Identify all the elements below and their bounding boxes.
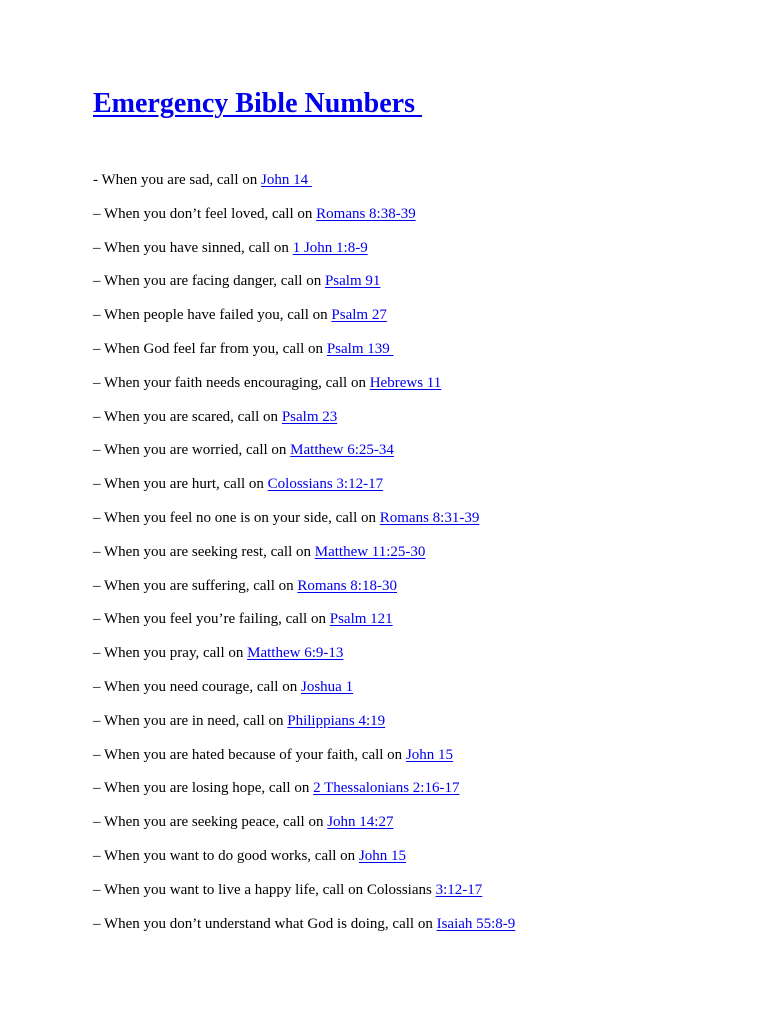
list-item-text: – When you feel no one is on your side, call on <box>93 509 380 526</box>
scripture-link[interactable]: Psalm 27 <box>331 307 387 324</box>
scripture-link[interactable]: Romans 8:31-39 <box>379 509 480 526</box>
list-item <box>93 543 515 577</box>
list-item <box>93 272 515 306</box>
verse-list <box>93 171 515 948</box>
scripture-link[interactable]: Romans 8:38-39 <box>316 205 416 222</box>
list-item <box>93 171 515 205</box>
list-item-text: – When you have sinned, call on <box>93 239 293 256</box>
list-item-text: – When God feel far from you, call on <box>93 340 327 357</box>
scripture-link[interactable]: Psalm 139 <box>326 340 394 357</box>
scripture-link[interactable]: 2 Thessalonians 2:16-17 <box>313 780 460 797</box>
list-item <box>93 408 515 442</box>
scripture-link[interactable]: Matthew 11:25-30 <box>314 543 426 560</box>
scripture-link[interactable]: Joshua 1 <box>300 678 354 695</box>
list-item <box>93 813 515 847</box>
list-item <box>93 779 515 813</box>
list-item-text: – When you need courage, call on <box>93 678 301 695</box>
scripture-link[interactable]: Matthew 6:9-13 <box>247 645 344 662</box>
scripture-link[interactable]: John 14:27 <box>327 814 394 831</box>
list-item-text: – When you are seeking peace, call on <box>93 814 328 831</box>
list-item-text: – When you pray, call on <box>93 645 248 662</box>
scripture-link[interactable]: 3:12-17 <box>435 881 483 898</box>
list-item <box>93 374 515 408</box>
list-item-text: - When you are sad, call on <box>93 172 261 188</box>
list-item-text: – When you are hurt, call on <box>93 476 268 493</box>
list-item-text: – When you want to live a happy life, call on Colossians <box>93 881 436 898</box>
list-item-text: – When you are seeking rest, call on <box>93 543 315 560</box>
scripture-link[interactable]: Romans 8:18-30 <box>297 577 397 594</box>
list-item <box>93 678 515 712</box>
list-item-text: – When you are suffering, call on <box>93 577 298 594</box>
list-item <box>93 847 515 881</box>
list-item-text: – When your faith needs encouraging, call on <box>93 374 370 391</box>
scripture-link[interactable]: Colossians 3:12-17 <box>267 476 384 493</box>
list-item <box>93 746 515 780</box>
scripture-link[interactable]: 1 John 1:8-9 <box>292 239 368 256</box>
list-item <box>93 441 515 475</box>
list-item-text: – When you are scared, call on <box>93 408 282 425</box>
list-item <box>93 509 515 543</box>
list-item <box>93 475 515 509</box>
list-item-text: – When people have failed you, call on <box>93 307 332 324</box>
list-item <box>93 340 515 374</box>
list-item-text: – When you are facing danger, call on <box>93 273 325 290</box>
list-item <box>93 881 515 915</box>
title-link[interactable]: Emergency Bible Numbers <box>93 88 422 119</box>
scripture-link[interactable]: John 15 <box>405 746 454 763</box>
list-item-text: – When you don’t understand what God is doing, call on <box>93 915 437 932</box>
list-item <box>93 712 515 746</box>
list-item-text: – When you want to do good works, call on <box>93 847 359 864</box>
scripture-link[interactable]: Psalm 23 <box>281 408 338 425</box>
scripture-link[interactable]: Hebrews 11 <box>369 374 442 391</box>
list-item-text: – When you are hated because of your faith, call on <box>93 746 406 763</box>
scripture-link[interactable]: Matthew 6:25-34 <box>290 442 394 459</box>
list-item-text: – When you are worried, call on <box>93 442 291 459</box>
list-item-text: – When you don’t feel loved, call on <box>93 205 317 222</box>
list-item <box>93 205 515 239</box>
list-item <box>93 915 515 949</box>
document-title <box>93 86 422 122</box>
scripture-link[interactable]: Psalm 121 <box>329 611 393 628</box>
list-item <box>93 239 515 273</box>
scripture-link[interactable]: John 15 <box>358 847 407 864</box>
list-item <box>93 644 515 678</box>
scripture-link[interactable]: Isaiah 55:8-9 <box>436 915 516 932</box>
list-item <box>93 577 515 611</box>
scripture-link[interactable]: Psalm 91 <box>324 273 381 290</box>
list-item-text: – When you feel you’re failing, call on <box>93 611 330 628</box>
list-item-text: – When you are in need, call on <box>93 712 288 729</box>
list-item <box>93 610 515 644</box>
scripture-link[interactable]: Philippians 4:19 <box>287 712 386 729</box>
list-item <box>93 306 515 340</box>
list-item-text: – When you are losing hope, call on <box>93 780 314 797</box>
scripture-link[interactable]: John 14 <box>261 172 312 188</box>
